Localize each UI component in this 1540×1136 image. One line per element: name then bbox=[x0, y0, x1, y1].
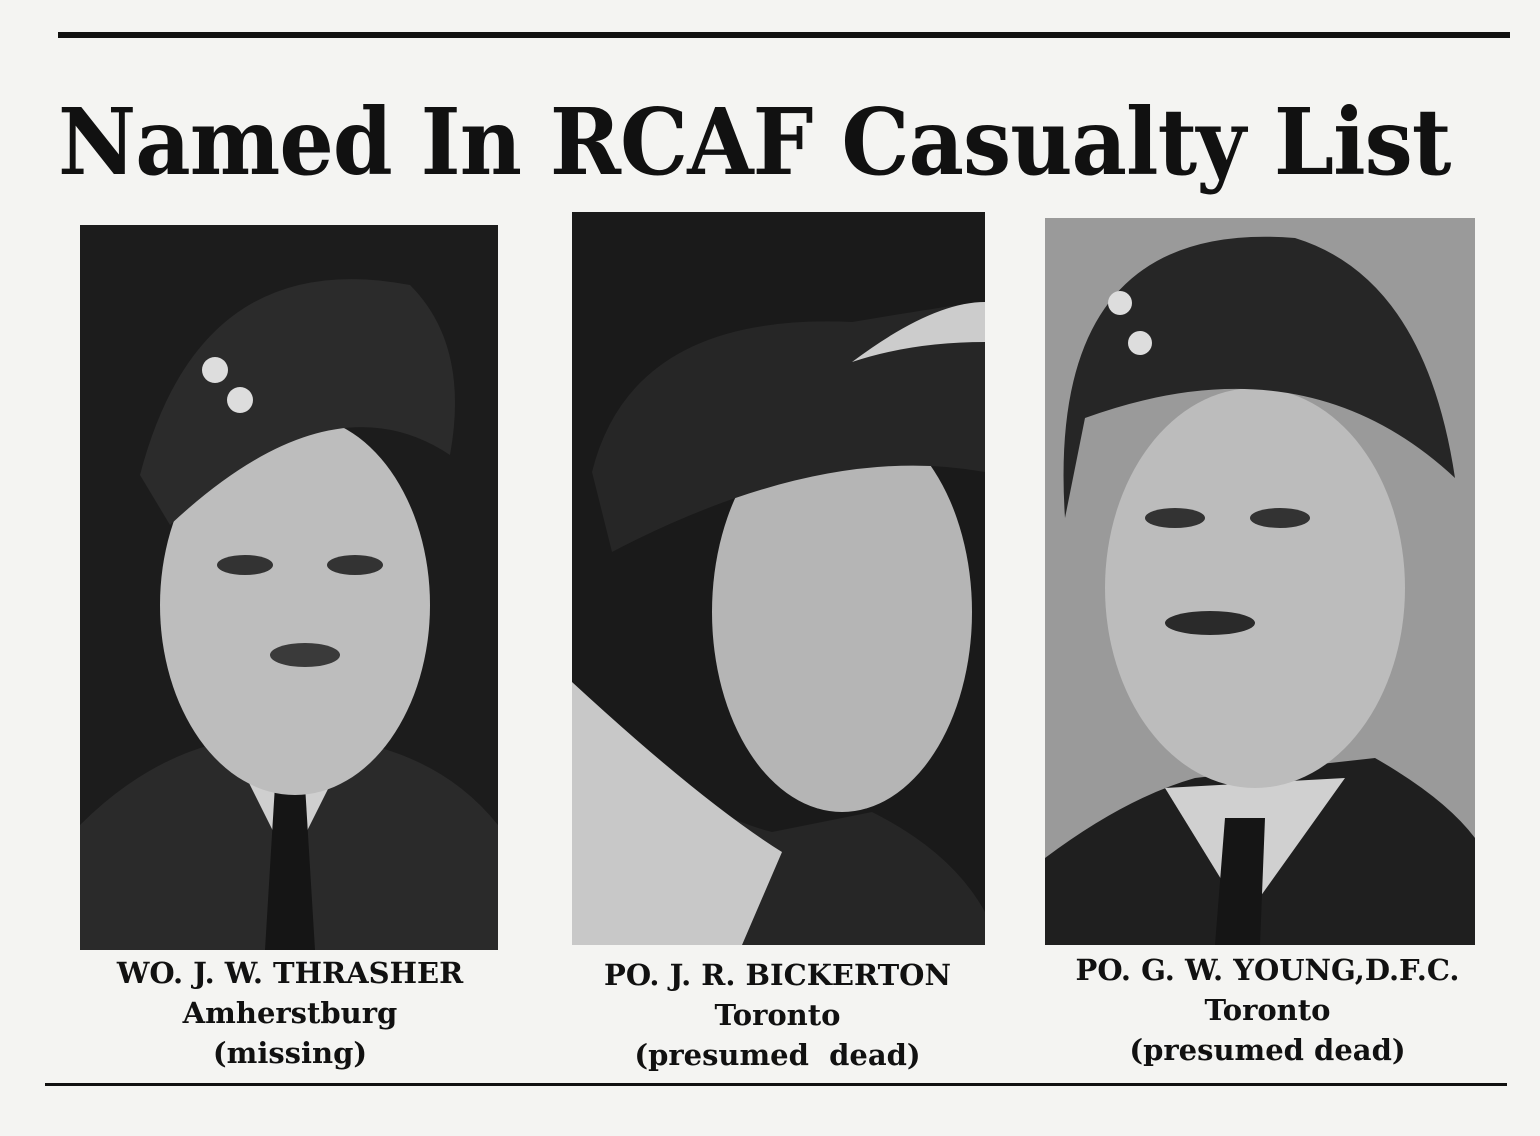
caption-name: WO. J. W. THRASHER bbox=[116, 956, 464, 990]
caption-status: (presumed dead) bbox=[634, 1038, 921, 1072]
caption-hometown: Toronto bbox=[1204, 993, 1331, 1027]
portrait-photo-young bbox=[1045, 218, 1475, 945]
caption-status: (presumed dead) bbox=[1129, 1033, 1406, 1067]
caption-hometown: Toronto bbox=[714, 998, 841, 1032]
bottom-rule bbox=[45, 1083, 1507, 1086]
caption-thrasher bbox=[70, 953, 510, 1073]
caption-young bbox=[1025, 950, 1510, 1070]
portrait-photo-thrasher bbox=[80, 225, 498, 950]
caption-hometown: Amherstburg bbox=[182, 996, 398, 1030]
caption-bickerton bbox=[555, 955, 1000, 1075]
caption-name: PO. G. W. YOUNG,D.F.C. bbox=[1075, 953, 1460, 987]
portrait-photo-bickerton bbox=[572, 212, 985, 945]
caption-name: PO. J. R. BICKERTON bbox=[604, 958, 951, 992]
headline: Named In RCAF Casualty List bbox=[58, 88, 1451, 196]
caption-status: (missing) bbox=[212, 1036, 368, 1070]
top-rule bbox=[58, 32, 1510, 38]
